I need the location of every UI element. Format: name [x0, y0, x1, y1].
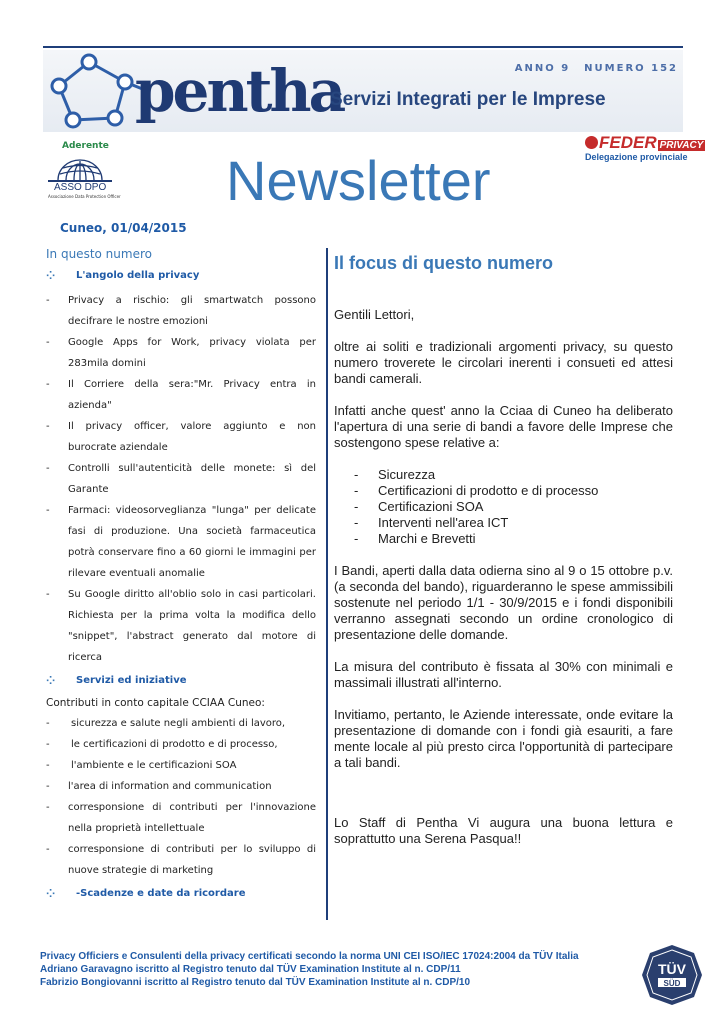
issue-year: ANNO 9 — [514, 63, 571, 74]
list-item: - sicurezza e salute negli ambienti di lavoro, — [46, 718, 286, 729]
tuv-seal-subtext: SÜD — [663, 979, 681, 988]
tuv-seal-text: TÜV — [658, 961, 686, 977]
list-item: - Su Google diritto all'oblio solo in casi particolari. Richiesta per la prima volta la modifica dello "snippet", l'abstract generato dal motore di ricerca — [46, 589, 316, 663]
section-deadlines: ⁘ -Scadenze e date da ricordare — [46, 887, 246, 900]
issue-info — [501, 63, 678, 74]
list-item: - Interventi nell'area ICT — [354, 515, 509, 530]
newsletter-title: Newsletter — [226, 149, 491, 212]
list-item: - Il Corriere della sera:"Mr. Privacy entra in azienda" — [46, 379, 316, 411]
aderente-label: Aderente — [62, 141, 109, 151]
contents-heading: In questo numero — [46, 247, 152, 261]
closing-paragraph: Lo Staff di Pentha Vi augura una buona lettura e soprattutto una Serena Pasqua!! — [334, 815, 673, 846]
feder-word: FEDER — [599, 133, 657, 152]
list-item: - Controlli sull'autenticità delle monete: sì del Garante — [46, 463, 316, 495]
sparkle-bullet-icon: ⁘ — [46, 674, 56, 687]
list-item: - Certificazioni di prodotto e di processo — [354, 483, 599, 498]
privacy-word: PRIVACY — [659, 140, 704, 151]
brand-wordmark: pentha — [135, 57, 344, 125]
list-item: - corresponsione di contributi per lo sviluppo di nuove strategie di marketing — [46, 844, 316, 876]
issue-date: Cuneo, 01/04/2015 — [60, 221, 187, 235]
section-privacy-corner: ⁘ L'angolo della privacy — [46, 269, 200, 282]
sparkle-bullet-icon: ⁘ — [46, 887, 56, 900]
footer-line: Privacy Officiers e Consulenti della privacy certificati secondo la norma UNI CEI ISO/IEC 17024:2004 da TÜV Italia — [40, 951, 579, 962]
list-item: - Sicurezza — [354, 467, 436, 482]
issue-number: NUMERO 152 — [584, 63, 678, 74]
list-item: - l'area di information and communication — [46, 781, 272, 792]
expense-list — [334, 467, 673, 547]
services-items-list — [46, 713, 316, 881]
column-divider — [326, 248, 328, 920]
focus-column — [334, 253, 673, 847]
section-services: ⁘ Servizi ed iniziative — [46, 674, 187, 687]
list-item: - Marchi e Brevetti — [354, 531, 476, 546]
greeting: Gentili Lettori, — [334, 307, 415, 322]
list-item: - Il privacy officer, valore aggiunto e non burocrate aziendale — [46, 421, 316, 453]
asso-dpo-label: ASSO DPO — [54, 182, 107, 193]
paragraph: Invitiamo, pertanto, le Aziende interessate, onde evitare la presentazione di domande con i fondi già esauriti, a fare mente locale al più presto circa l'opportunità di partecipare a tali bandi. — [334, 707, 673, 770]
list-item: - Certificazioni SOA — [354, 499, 484, 514]
footer-line: Fabrizio Bongiovanni iscritto al Registro tenuto dal TÜV Examination Institute al n. CDP/10 — [40, 977, 471, 988]
paragraph: Infatti anche quest' anno la Cciaa di Cuneo ha deliberato l'apertura di una serie di bandi a favore delle Imprese che sostengono spese relative a: — [334, 403, 673, 450]
sparkle-bullet-icon: ⁘ — [46, 269, 56, 282]
contents-column — [46, 247, 316, 908]
services-intro: Contributi in conto capitale CCIAA Cuneo: — [46, 697, 265, 709]
footer-line: Adriano Garavagno iscritto al Registro tenuto dal TÜV Examination Institute al n. CDP/11 — [40, 964, 461, 975]
federprivacy-mark-icon — [585, 136, 598, 149]
paragraph: I Bandi, aperti dalla data odierna sino al 9 o 15 ottobre p.v. (a seconda del bando), riguarderanno le spese ammissibili sostenute nel periodo 1/1 - 30/9/2015 e i fondi disponibili verranno assegnati secondo un ordine cronologico di presentazione delle domande. — [334, 563, 673, 642]
focus-title: Il focus di questo numero — [334, 253, 554, 273]
paragraph: oltre ai soliti e tradizionali argomenti privacy, su questo numero troverete le circolari inerenti i consueti ed attesi bandi camerali. — [334, 339, 673, 386]
asso-dpo-subtitle: Associazione Data Protection Officer — [48, 194, 121, 199]
tuv-seal-icon — [640, 943, 704, 1007]
privacy-items-list — [46, 290, 316, 668]
list-item: - l'ambiente e le certificazioni SOA — [46, 760, 237, 771]
federprivacy-logo — [585, 133, 705, 153]
footer-credits — [40, 950, 636, 989]
list-item: - le certificazioni di prodotto e di processo, — [46, 739, 278, 750]
list-item: - Privacy a rischio: gli smartwatch possono decifrare le nostre emozioni — [46, 295, 316, 327]
list-item: - corresponsione di contributi per l'innovazione nella proprietà intellettuale — [46, 802, 316, 834]
list-item: - Google Apps for Work, privacy violata per 283mila domini — [46, 337, 316, 369]
brand-tagline: Servizi Integrati per le Imprese — [330, 89, 606, 110]
header-rule — [43, 46, 683, 48]
paragraph: La misura del contributo è fissata al 30% con minimali e massimali illustrati all'interno. — [334, 659, 673, 690]
delegazione-label: Delegazione provinciale — [585, 152, 688, 162]
list-item: - Farmaci: videosorveglianza "lunga" per delicate fasi di produzione. Una società farmaceutica potrà conservare fino a 60 giorni le immagini per rilevare eventuali anomalie — [46, 505, 316, 579]
